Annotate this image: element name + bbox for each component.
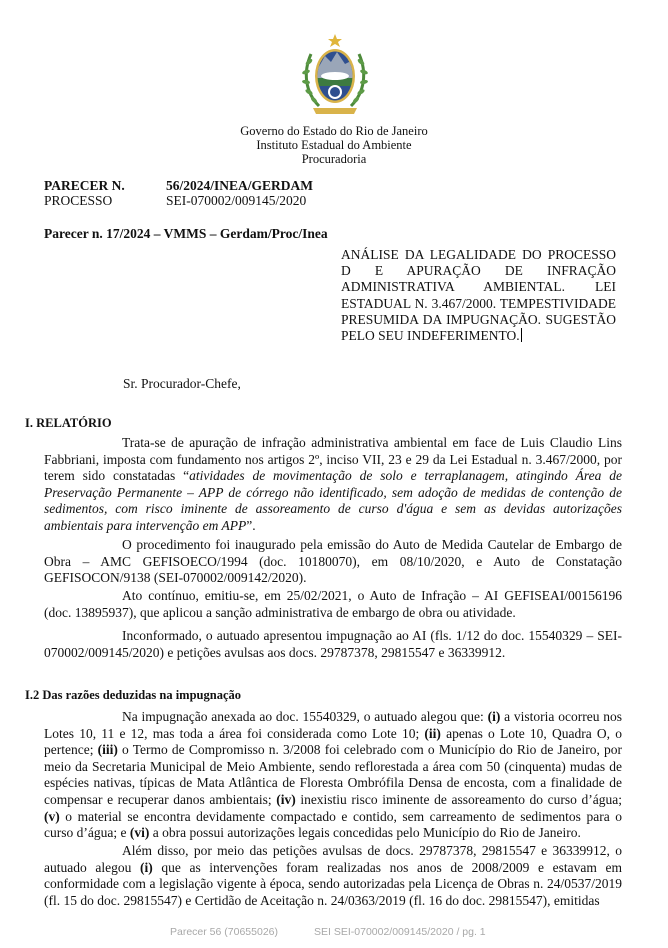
parecer-subtitle: Parecer n. 17/2024 – VMMS – Gerdam/Proc/Inea [44, 226, 328, 241]
coat-of-arms-logo [299, 32, 371, 118]
enumeration-marker: (ii) [424, 725, 441, 741]
enumeration-marker: (v) [44, 808, 60, 824]
section-heading-relatorio: I. RELATÓRIO [25, 416, 112, 430]
ementa-text: ANÁLISE DA LEGALIDADE DO PROCESSO D E APURAÇÃO DE INFRAÇÃO ADMINISTRATIVA AMBIENTAL. LEI ESTADUAL N. 3.467/2000. TEMPESTIVIDADE PRESUMIDA DA IMPUGNAÇÃO. SUGESTÃO PELO SEU INDEFERIMENTO. [341, 247, 616, 344]
paragraph-relatorio-3: Ato contínuo, emitiu-se, em 25/02/2021, o Auto de Infração – AI GEFISEAI/00156196 (doc. 13895937), que aplicou a sanção administrativa de embargo de obra ou atividade. [44, 588, 622, 620]
quoted-infraction: atividades de movimentação de solo e terraplanagem, atingindo Área de Preservação Permanente – APP de córrego não identificado, sem adoção de medidas de contenção de sedimentos, com risco iminente de assoreamento de curso d'água e sem as devidas autorizações ambientais para intervenção em APP [44, 468, 622, 533]
enumeration-marker: (iii) [97, 742, 118, 758]
processo-label: PROCESSO [44, 193, 113, 208]
section-heading-razoes: I.2 Das razões deduzidas na impugnação [25, 688, 241, 702]
text-cursor [521, 328, 522, 342]
org-department: Procuradoria [301, 152, 367, 166]
salutation: Sr. Procurador-Chefe, [123, 376, 241, 391]
enumeration-marker: (i) [487, 709, 501, 724]
enumeration-marker: (i) [139, 859, 153, 875]
parecer-label: PARECER N. [44, 178, 125, 193]
paragraph-relatorio-4: Inconformado, o autuado apresentou impugnação ao AI (fls. 1/12 do doc. 15540329 – SEI-070002/009145/2020) e petições avulsas aos docs. 29787378, 29815547 e 36339912. [44, 628, 622, 660]
enumeration-marker: (vi) [129, 825, 150, 841]
footer-sei-ref: SEI SEI-070002/009145/2020 / pg. 1 [314, 926, 486, 938]
paragraph-razoes-2: Além disso, por meio das petições avulsas de docs. 29787378, 29815547 e 36339912, o autuado alegou (i) que as intervenções foram realizadas nos anos de 2008/2009 e estavam em conformidade com a legislação vigente à época, sendo autorizadas pela Licença de Obras n. 24/0537/2019 (fl. 15 do doc. 29815547) e Certidão de Aceitação n. 24/0363/2019 (fl. 16 do doc. 29815547), emitidas [44, 843, 622, 908]
footer-doc-ref: Parecer 56 (70655026) [170, 926, 278, 938]
parecer-value: 56/2024/INEA/GERDAM [166, 178, 314, 193]
org-institute: Instituto Estadual do Ambiente [256, 138, 412, 152]
paragraph-relatorio-1: Trata-se de apuração de infração administrativa ambiental em face de Luis Claudio Lins Fabbriani, imposta com fundamento nos artigos 2º, inciso VII, 23 e 29 da Lei Estadual n. 3.467/2000, por terem sido constatadas “atividades de movimentação de solo e terraplanagem, atingindo Área de Preservação Permanente – APP de córrego não identificado, sem adoção de medidas de contenção de sedimentos, com risco iminente de assoreamento de curso d'água e sem as devidas autorizações ambientais para intervenção em APP”. [44, 435, 622, 533]
org-government: Governo do Estado do Rio de Janeiro [240, 124, 428, 138]
ementa-summary[interactable] [341, 247, 616, 344]
enumeration-marker: (iv) [276, 791, 296, 807]
processo-value: SEI-070002/009145/2020 [166, 193, 307, 208]
paragraph-razoes-1: Na impugnação anexada ao doc. 15540329, o autuado alegou que: (i) a vistoria ocorreu nos Lotes 10, 11 e 12, mas toda a área foi considerada como Lote 10; (ii) apenas o Lote 10, Quadra O, o pertence; (iii) o Termo de Compromisso n. 3/2008 foi celebrado com o Município do Rio de Janeiro, por meio da Secretaria Municipal de Meio Ambiente, sendo reflorestada a área com 50 (cinquenta) mudas de espécies nativas, típicas de Mata Atlântica de Floresta Ombrófila Densa de encosta, com a finalidade de compensar e recuperar danos ambientais; (iv) inexistiu risco iminente de assoreamento do curso d’água; (v) o material se encontra devidamente compactado e contido, sem carreamento de sedimentos para o curso d’água; e (vi) a obra possui autorizações legais concedidas pelo Município do Rio de Janeiro. [44, 709, 623, 841]
paragraph-relatorio-2: O procedimento foi inaugurado pela emissão do Auto de Medida Cautelar de Embargo de Obra – AMC GEFISOECO/1994 (doc. 10180070), em 08/10/2020, e Auto de Constatação GEFISOCON/9138 (SEI-070002/009142/2020). [44, 537, 622, 586]
